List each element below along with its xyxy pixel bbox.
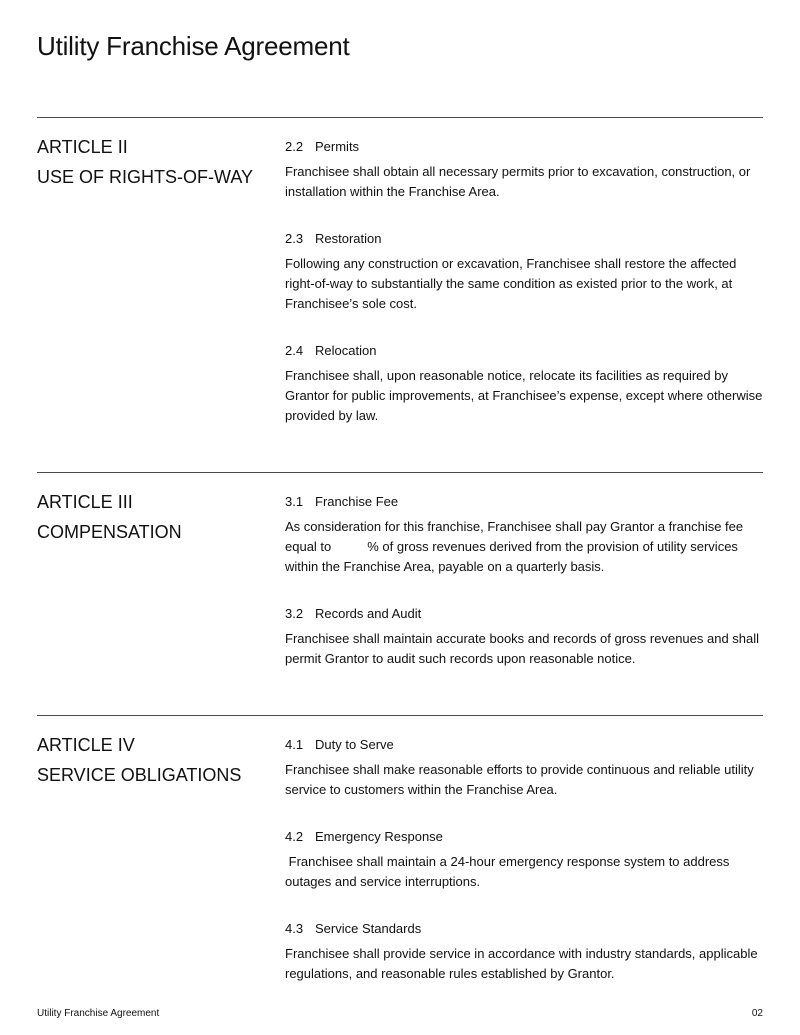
section-text: Franchisee shall make reasonable efforts to provide continuous and reliable utility service to customers within the Franchise Area. — [285, 762, 754, 797]
section-heading — [285, 494, 763, 509]
page-footer — [37, 1008, 763, 1019]
section-text: Franchisee shall maintain accurate books and records of gross revenues and shall permit Grantor to audit such records upon reasonable notice. — [285, 631, 760, 666]
section-title: Records and Audit — [315, 606, 422, 621]
article-sections — [285, 139, 763, 455]
section-3-2 — [285, 606, 763, 669]
page-number: 02 — [751, 1008, 763, 1019]
article-heading — [37, 492, 277, 542]
section-title: Duty to Serve — [315, 737, 394, 752]
section-heading — [285, 343, 763, 358]
section-heading — [285, 737, 763, 752]
section-3-1 — [285, 494, 763, 577]
section-4-3 — [285, 921, 763, 984]
article-number: ARTICLE III — [37, 492, 133, 512]
section-title: Emergency Response — [315, 829, 443, 844]
section-2-4 — [285, 343, 763, 426]
section-heading — [285, 606, 763, 621]
article-heading — [37, 137, 277, 187]
section-2-3 — [285, 231, 763, 314]
section-text — [285, 517, 763, 577]
section-text: Following any construction or excavation, Franchisee shall restore the affected right-of-way to substantially the same condition as existed prior to the work, at Franchisee’s sole cost. — [285, 256, 737, 311]
article-4 — [37, 715, 763, 981]
article-sections — [285, 737, 763, 1013]
footer-title: Utility Franchise Agreement — [37, 1008, 160, 1019]
article-2 — [37, 117, 763, 423]
section-text: Franchisee shall obtain all necessary permits prior to excavation, construction, or installation within the Franchise Area. — [285, 164, 751, 199]
document-title: Utility Franchise Agreement — [37, 31, 350, 61]
section-4-2 — [285, 829, 763, 892]
section-number: 4.2 — [285, 829, 304, 844]
section-number: 3.1 — [285, 494, 304, 509]
section-number: 3.2 — [285, 606, 304, 621]
section-2-2 — [285, 139, 763, 202]
section-title: Permits — [315, 139, 360, 154]
article-number: ARTICLE II — [37, 137, 128, 157]
article-name: USE OF RIGHTS-OF-WAY — [37, 167, 253, 187]
article-name: COMPENSATION — [37, 522, 182, 542]
section-heading — [285, 231, 763, 246]
section-title: Restoration — [315, 231, 382, 246]
section-number: 2.2 — [285, 139, 304, 154]
section-text: Franchisee shall provide service in accordance with industry standards, applicable regulations, and reasonable rules established by Grantor. — [285, 946, 758, 981]
section-heading — [285, 829, 763, 844]
section-number: 4.3 — [285, 921, 304, 936]
section-text: Franchisee shall, upon reasonable notice, relocate its facilities as required by Grantor for public improvements, at Franchisee’s expense, except where otherwise provided by law. — [285, 368, 763, 423]
section-title: Franchise Fee — [315, 494, 399, 509]
fee-text-before: As consideration for this franchise, Franchisee shall pay Grantor a franchise fee equal to — [285, 519, 744, 554]
article-sections — [285, 494, 763, 698]
section-4-1 — [285, 737, 763, 800]
section-heading — [285, 139, 763, 154]
section-number: 2.4 — [285, 343, 304, 358]
section-text: Franchisee shall maintain a 24-hour emergency response system to address outages and service interruptions. — [285, 854, 734, 889]
article-heading — [37, 735, 277, 785]
fee-text-after: % of gross revenues derived from the provision of utility services within the Franchise Area, payable on a quarterly basis. — [285, 539, 738, 574]
section-title: Relocation — [315, 343, 377, 358]
article-name: SERVICE OBLIGATIONS — [37, 765, 242, 785]
section-number: 4.1 — [285, 737, 304, 752]
section-title: Service Standards — [315, 921, 422, 936]
section-number: 2.3 — [285, 231, 304, 246]
article-3 — [37, 472, 763, 666]
section-heading — [285, 921, 763, 936]
article-number: ARTICLE IV — [37, 735, 135, 755]
